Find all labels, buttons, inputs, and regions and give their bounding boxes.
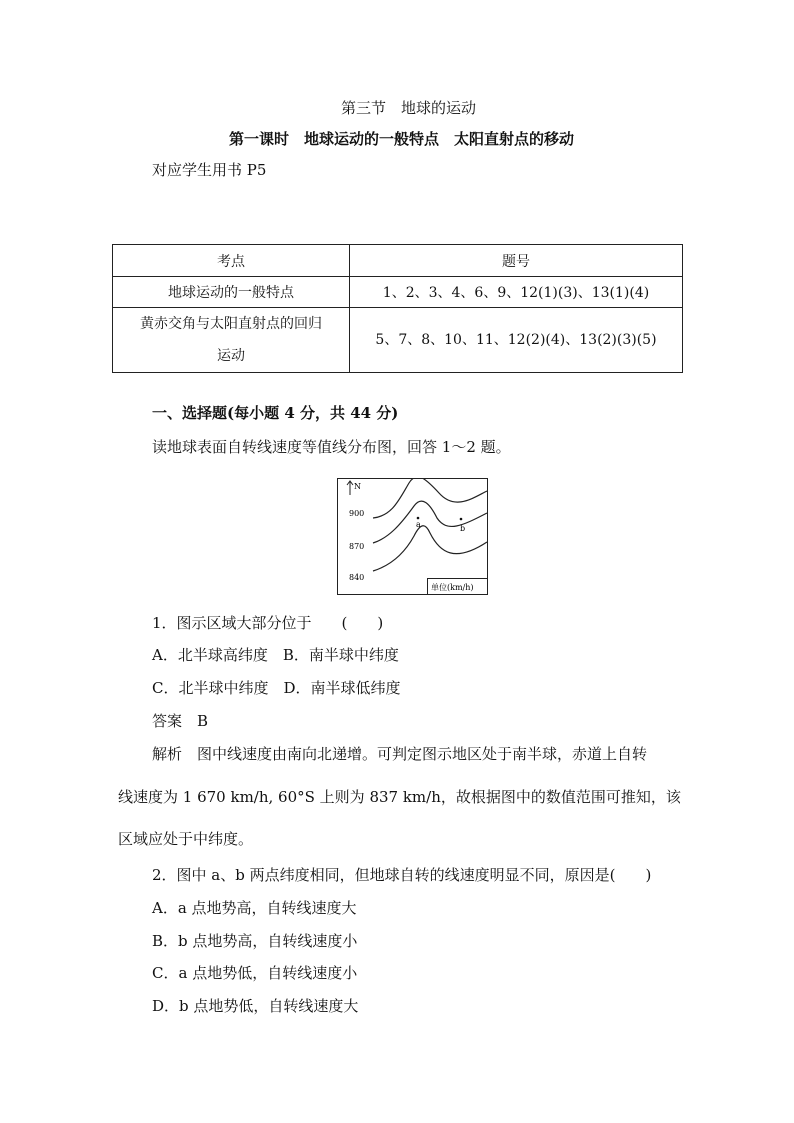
lesson-subtitle: 第一课时 地球运动的一般特点 太阳直射点的移动 (229, 130, 575, 148)
q1-options-cd: C．北半球中纬度 D．南半球低纬度 (152, 679, 401, 697)
isoline-label-870: 870 (349, 542, 365, 551)
point-b-label: b (460, 524, 466, 533)
q2-option-b: B．b 点地势高，自转线速度小 (152, 932, 358, 950)
q2-option-d: D．b 点地势低，自转线速度大 (152, 997, 359, 1015)
north-label: N (354, 482, 361, 491)
table-row (113, 308, 683, 373)
table-cell-topic-line1: 黄赤交角与太阳直射点的回归 (140, 316, 322, 332)
table-cell-topic-line2: 运动 (217, 348, 245, 364)
unit-label: 单位(km/h) (431, 583, 474, 592)
q2-option-c: C．a 点地势低，自转线速度小 (152, 964, 358, 982)
point-a-marker (417, 517, 420, 520)
point-a-label: a (416, 520, 421, 529)
student-book-reference: 对应学生用书 P5 (152, 161, 267, 179)
q1-options-ab: A．北半球高纬度 B．南半球中纬度 (152, 646, 399, 664)
section-heading: 一、选择题(每小题 4 分，共 44 分) (152, 404, 399, 422)
q1-analysis-line3: 区域应处于中纬度。 (118, 830, 254, 848)
section-intro: 读地球表面自转线速度等值线分布图，回答 1～2 题。 (152, 438, 511, 456)
q1-stem: 1．图示区域大部分位于 ( ) (152, 614, 384, 632)
table-header-topic: 考点 (113, 245, 350, 277)
isoline-label-840: 840 (349, 573, 365, 582)
table-cell-topic: 地球运动的一般特点 (113, 277, 350, 308)
table-header-numbers: 题号 (350, 245, 683, 277)
q1-answer: 答案 B (152, 712, 209, 730)
q2-stem: 2．图中 a、b 两点纬度相同，但地球自转的线速度明显不同，原因是( ) (152, 866, 652, 884)
section-title: 第三节 地球的运动 (341, 99, 477, 117)
q1-analysis-line2: 线速度为 1 670 km/h, 60°S 上则为 837 km/h，故根据图中的数值范围可推知，该 (118, 788, 681, 806)
point-b-marker (460, 518, 463, 521)
topic-question-table (112, 244, 683, 373)
table-cell-numbers: 1、2、3、4、6、9、12(1)(3)、13(1)(4) (350, 277, 683, 308)
table-row (113, 277, 683, 308)
isoline-figure (337, 478, 488, 595)
table-cell-topic (113, 308, 350, 373)
isoline-label-900: 900 (349, 509, 365, 518)
table-cell-numbers: 5、7、8、10、11、12(2)(4)、13(2)(3)(5) (350, 308, 683, 373)
q1-analysis-line1: 解析 图中线速度由南向北递增。可判定图示地区处于南半球，赤道上自转 (152, 745, 648, 763)
q2-option-a: A．a 点地势高，自转线速度大 (152, 899, 357, 917)
